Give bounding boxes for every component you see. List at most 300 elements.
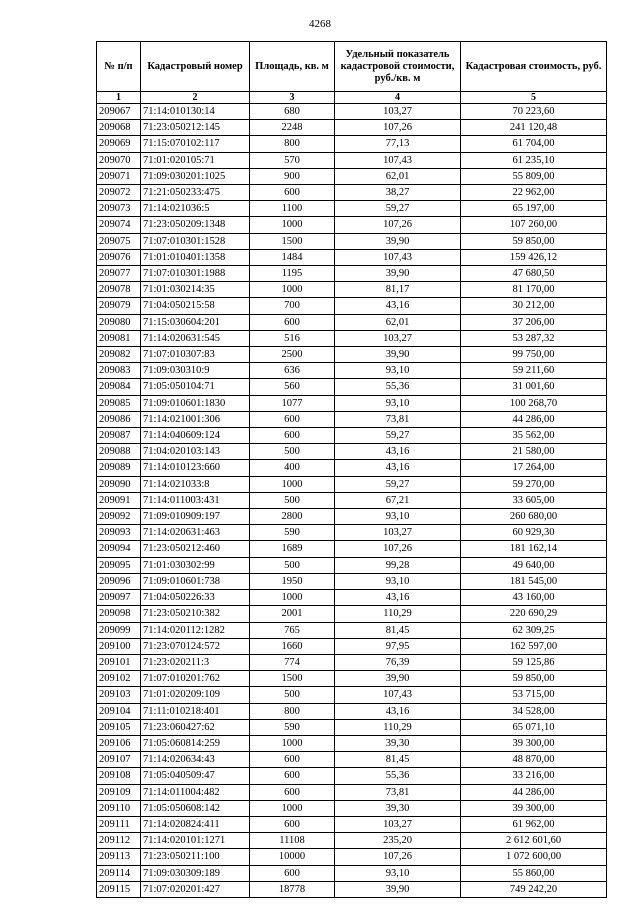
table-row <box>97 590 607 606</box>
specific-value-cell: 81,45 <box>335 622 461 638</box>
cadastral-number-cell: 71:14:040609:124 <box>141 428 250 444</box>
specific-value-cell: 97,95 <box>335 638 461 654</box>
cadastral-value-cell: 44 286,00 <box>461 784 607 800</box>
table-row <box>97 525 607 541</box>
area-cell: 774 <box>250 654 335 670</box>
specific-value-cell: 107,26 <box>335 849 461 865</box>
cadastral-value-cell: 260 680,00 <box>461 509 607 525</box>
cadastral-number-cell: 71:14:010123:660 <box>141 460 250 476</box>
table-row <box>97 444 607 460</box>
specific-value-cell: 235,20 <box>335 833 461 849</box>
area-cell: 636 <box>250 363 335 379</box>
table-row <box>97 379 607 395</box>
cadastral-value-cell: 181 162,14 <box>461 541 607 557</box>
cadastral-value-cell: 33 216,00 <box>461 768 607 784</box>
specific-value-cell: 55,36 <box>335 768 461 784</box>
cadastral-value-cell: 59 211,60 <box>461 363 607 379</box>
cadastral-number-cell: 71:07:010307:83 <box>141 347 250 363</box>
area-cell: 1660 <box>250 638 335 654</box>
specific-value-cell: 110,29 <box>335 606 461 622</box>
table-row <box>97 784 607 800</box>
area-cell: 500 <box>250 687 335 703</box>
row-number-cell: 209090 <box>97 476 141 492</box>
table-row <box>97 622 607 638</box>
specific-value-cell: 55,36 <box>335 379 461 395</box>
cadastral-number-cell: 71:14:011004:482 <box>141 784 250 800</box>
specific-value-cell: 43,16 <box>335 444 461 460</box>
row-number-cell: 209083 <box>97 363 141 379</box>
table-row <box>97 687 607 703</box>
table-row <box>97 314 607 330</box>
specific-value-cell: 107,43 <box>335 249 461 265</box>
specific-value-cell: 103,27 <box>335 104 461 120</box>
table-row <box>97 152 607 168</box>
row-number-cell: 209091 <box>97 492 141 508</box>
table-row <box>97 557 607 573</box>
specific-value-cell: 93,10 <box>335 865 461 881</box>
specific-value-cell: 39,90 <box>335 881 461 897</box>
row-number-cell: 209078 <box>97 282 141 298</box>
row-number-cell: 209099 <box>97 622 141 638</box>
cadastral-value-cell: 44 286,00 <box>461 411 607 427</box>
table-row <box>97 800 607 816</box>
specific-value-cell: 81,17 <box>335 282 461 298</box>
cadastral-number-cell: 71:23:020211:3 <box>141 654 250 670</box>
table-row <box>97 330 607 346</box>
specific-value-cell: 62,01 <box>335 314 461 330</box>
cadastral-value-cell: 65 071,10 <box>461 719 607 735</box>
table-row <box>97 768 607 784</box>
specific-value-cell: 59,27 <box>335 201 461 217</box>
area-cell: 1195 <box>250 266 335 282</box>
specific-value-cell: 107,26 <box>335 217 461 233</box>
cadastral-value-cell: 62 309,25 <box>461 622 607 638</box>
table-row <box>97 201 607 217</box>
table-row <box>97 865 607 881</box>
cadastral-value-cell: 1 072 600,00 <box>461 849 607 865</box>
cadastral-number-cell: 71:09:030310:9 <box>141 363 250 379</box>
cadastral-number-cell: 71:04:050215:58 <box>141 298 250 314</box>
cadastral-value-cell: 53 715,00 <box>461 687 607 703</box>
row-number-cell: 209109 <box>97 784 141 800</box>
area-cell: 18778 <box>250 881 335 897</box>
specific-value-cell: 39,90 <box>335 671 461 687</box>
cadastral-number-cell: 71:14:020112:1282 <box>141 622 250 638</box>
row-number-cell: 209077 <box>97 266 141 282</box>
specific-value-cell: 67,21 <box>335 492 461 508</box>
cadastral-number-cell: 71:04:050226:33 <box>141 590 250 606</box>
cadastral-value-cell: 59 850,00 <box>461 671 607 687</box>
cadastral-number-cell: 71:14:021036:5 <box>141 201 250 217</box>
table-row <box>97 104 607 120</box>
row-number-cell: 209080 <box>97 314 141 330</box>
area-cell: 1000 <box>250 735 335 751</box>
cadastral-value-cell: 39 300,00 <box>461 800 607 816</box>
specific-value-cell: 39,30 <box>335 735 461 751</box>
cadastral-value-cell: 61 962,00 <box>461 816 607 832</box>
cadastral-value-cell: 65 197,00 <box>461 201 607 217</box>
area-cell: 600 <box>250 752 335 768</box>
row-number-cell: 209081 <box>97 330 141 346</box>
cadastral-number-cell: 71:23:070124:572 <box>141 638 250 654</box>
header-area: Площадь, кв. м <box>250 42 335 92</box>
cadastral-number-cell: 71:09:030201:1025 <box>141 168 250 184</box>
cadastral-value-cell: 61 235,10 <box>461 152 607 168</box>
row-number-cell: 209096 <box>97 573 141 589</box>
cadastral-number-cell: 71:09:010601:738 <box>141 573 250 589</box>
cadastral-value-cell: 34 528,00 <box>461 703 607 719</box>
specific-value-cell: 93,10 <box>335 395 461 411</box>
cadastral-value-cell: 55 809,00 <box>461 168 607 184</box>
cadastral-number-cell: 71:14:021033:8 <box>141 476 250 492</box>
row-number-cell: 209073 <box>97 201 141 217</box>
area-cell: 600 <box>250 816 335 832</box>
table-row <box>97 881 607 897</box>
area-cell: 1000 <box>250 590 335 606</box>
cadastral-number-cell: 71:07:010301:1528 <box>141 233 250 249</box>
table-row <box>97 411 607 427</box>
table-row <box>97 168 607 184</box>
cadastral-value-cell: 33 605,00 <box>461 492 607 508</box>
row-number-cell: 209071 <box>97 168 141 184</box>
cadastral-number-cell: 71:23:050209:1348 <box>141 217 250 233</box>
cadastral-number-cell: 71:14:020824:411 <box>141 816 250 832</box>
row-number-cell: 209115 <box>97 881 141 897</box>
cadastral-value-cell: 2 612 601,60 <box>461 833 607 849</box>
area-cell: 680 <box>250 104 335 120</box>
column-number: 5 <box>461 92 607 104</box>
specific-value-cell: 38,27 <box>335 185 461 201</box>
cadastral-value-cell: 49 640,00 <box>461 557 607 573</box>
row-number-cell: 209069 <box>97 136 141 152</box>
row-number-cell: 209092 <box>97 509 141 525</box>
cadastral-number-cell: 71:09:010601:1830 <box>141 395 250 411</box>
table-row <box>97 719 607 735</box>
specific-value-cell: 76,39 <box>335 654 461 670</box>
cadastral-number-cell: 71:07:010301:1988 <box>141 266 250 282</box>
area-cell: 800 <box>250 703 335 719</box>
cadastral-value-cell: 35 562,00 <box>461 428 607 444</box>
table-row <box>97 849 607 865</box>
row-number-cell: 209072 <box>97 185 141 201</box>
area-cell: 900 <box>250 168 335 184</box>
cadastral-value-cell: 39 300,00 <box>461 735 607 751</box>
row-number-cell: 209101 <box>97 654 141 670</box>
area-cell: 500 <box>250 557 335 573</box>
specific-value-cell: 110,29 <box>335 719 461 735</box>
table-row <box>97 541 607 557</box>
area-cell: 2800 <box>250 509 335 525</box>
cadastral-value-cell: 21 580,00 <box>461 444 607 460</box>
row-number-cell: 209097 <box>97 590 141 606</box>
area-cell: 800 <box>250 136 335 152</box>
row-number-cell: 209113 <box>97 849 141 865</box>
cadastral-number-cell: 71:05:050104:71 <box>141 379 250 395</box>
row-number-cell: 209067 <box>97 104 141 120</box>
area-cell: 500 <box>250 444 335 460</box>
specific-value-cell: 73,81 <box>335 784 461 800</box>
table-row <box>97 266 607 282</box>
row-number-cell: 209079 <box>97 298 141 314</box>
area-cell: 600 <box>250 865 335 881</box>
specific-value-cell: 93,10 <box>335 509 461 525</box>
area-cell: 2248 <box>250 120 335 136</box>
cadastral-value-cell: 55 860,00 <box>461 865 607 881</box>
table-row <box>97 249 607 265</box>
area-cell: 600 <box>250 314 335 330</box>
cadastral-number-cell: 71:23:050211:100 <box>141 849 250 865</box>
table-body <box>97 104 607 898</box>
cadastral-value-cell: 99 750,00 <box>461 347 607 363</box>
row-number-cell: 209102 <box>97 671 141 687</box>
table-row <box>97 654 607 670</box>
cadastral-value-cell: 220 690,29 <box>461 606 607 622</box>
row-number-cell: 209075 <box>97 233 141 249</box>
cadastral-number-cell: 71:01:020209:109 <box>141 687 250 703</box>
cadastral-number-cell: 71:14:020634:43 <box>141 752 250 768</box>
area-cell: 570 <box>250 152 335 168</box>
table-row <box>97 363 607 379</box>
table-row <box>97 703 607 719</box>
cadastral-value-cell: 37 206,00 <box>461 314 607 330</box>
area-cell: 1500 <box>250 233 335 249</box>
row-number-cell: 209104 <box>97 703 141 719</box>
cadastral-value-cell: 60 929,30 <box>461 525 607 541</box>
row-number-cell: 209100 <box>97 638 141 654</box>
specific-value-cell: 77,13 <box>335 136 461 152</box>
table-row <box>97 752 607 768</box>
table-row <box>97 833 607 849</box>
area-cell: 1950 <box>250 573 335 589</box>
cadastral-value-cell: 59 270,00 <box>461 476 607 492</box>
row-number-cell: 209085 <box>97 395 141 411</box>
cadastral-table <box>96 41 607 898</box>
specific-value-cell: 73,81 <box>335 411 461 427</box>
row-number-cell: 209111 <box>97 816 141 832</box>
specific-value-cell: 81,45 <box>335 752 461 768</box>
column-number: 3 <box>250 92 335 104</box>
row-number-cell: 209108 <box>97 768 141 784</box>
area-cell: 2500 <box>250 347 335 363</box>
area-cell: 1077 <box>250 395 335 411</box>
cadastral-number-cell: 71:23:060427:62 <box>141 719 250 735</box>
cadastral-value-cell: 22 962,00 <box>461 185 607 201</box>
cadastral-number-cell: 71:14:021001:306 <box>141 411 250 427</box>
cadastral-number-cell: 71:21:050233:475 <box>141 185 250 201</box>
area-cell: 10000 <box>250 849 335 865</box>
table-row <box>97 233 607 249</box>
table-row <box>97 282 607 298</box>
cadastral-number-cell: 71:09:010909:197 <box>141 509 250 525</box>
cadastral-value-cell: 61 704,00 <box>461 136 607 152</box>
column-number: 2 <box>141 92 250 104</box>
specific-value-cell: 59,27 <box>335 428 461 444</box>
cadastral-number-cell: 71:04:020103:143 <box>141 444 250 460</box>
area-cell: 590 <box>250 719 335 735</box>
cadastral-number-cell: 71:14:010130:14 <box>141 104 250 120</box>
header-cadastral-number: Кадастровый номер <box>141 42 250 92</box>
table-row <box>97 638 607 654</box>
cadastral-number-cell: 71:15:030604:201 <box>141 314 250 330</box>
table-row <box>97 492 607 508</box>
specific-value-cell: 103,27 <box>335 816 461 832</box>
cadastral-number-cell: 71:05:040509:47 <box>141 768 250 784</box>
cadastral-number-cell: 71:07:010201:762 <box>141 671 250 687</box>
column-number: 4 <box>335 92 461 104</box>
cadastral-value-cell: 749 242,20 <box>461 881 607 897</box>
table-header-row <box>97 42 607 92</box>
cadastral-value-cell: 30 212,00 <box>461 298 607 314</box>
cadastral-number-cell: 71:14:020631:545 <box>141 330 250 346</box>
area-cell: 600 <box>250 428 335 444</box>
table-row <box>97 671 607 687</box>
row-number-cell: 209105 <box>97 719 141 735</box>
cadastral-number-cell: 71:14:020631:463 <box>141 525 250 541</box>
area-cell: 1000 <box>250 217 335 233</box>
area-cell: 600 <box>250 185 335 201</box>
cadastral-number-cell: 71:01:030302:99 <box>141 557 250 573</box>
area-cell: 500 <box>250 492 335 508</box>
cadastral-value-cell: 59 125,86 <box>461 654 607 670</box>
column-number-row <box>97 92 607 104</box>
specific-value-cell: 93,10 <box>335 573 461 589</box>
row-number-cell: 209076 <box>97 249 141 265</box>
cadastral-number-cell: 71:11:010218:401 <box>141 703 250 719</box>
row-number-cell: 209068 <box>97 120 141 136</box>
table-row <box>97 298 607 314</box>
cadastral-number-cell: 71:01:020105:71 <box>141 152 250 168</box>
cadastral-number-cell: 71:05:060814:259 <box>141 735 250 751</box>
specific-value-cell: 107,26 <box>335 120 461 136</box>
specific-value-cell: 103,27 <box>335 330 461 346</box>
table-row <box>97 395 607 411</box>
specific-value-cell: 43,16 <box>335 460 461 476</box>
row-number-cell: 209094 <box>97 541 141 557</box>
table-row <box>97 816 607 832</box>
page-number: 4268 <box>309 18 331 30</box>
cadastral-number-cell: 71:15:070102:117 <box>141 136 250 152</box>
area-cell: 1000 <box>250 476 335 492</box>
row-number-cell: 209074 <box>97 217 141 233</box>
table-row <box>97 428 607 444</box>
row-number-cell: 209088 <box>97 444 141 460</box>
row-number-cell: 209114 <box>97 865 141 881</box>
cadastral-number-cell: 71:01:030214:35 <box>141 282 250 298</box>
row-number-cell: 209084 <box>97 379 141 395</box>
row-number-cell: 209070 <box>97 152 141 168</box>
row-number-cell: 209107 <box>97 752 141 768</box>
cadastral-value-cell: 17 264,00 <box>461 460 607 476</box>
table-row <box>97 476 607 492</box>
cadastral-value-cell: 47 680,50 <box>461 266 607 282</box>
specific-value-cell: 99,28 <box>335 557 461 573</box>
specific-value-cell: 39,30 <box>335 800 461 816</box>
row-number-cell: 209093 <box>97 525 141 541</box>
area-cell: 1500 <box>250 671 335 687</box>
specific-value-cell: 93,10 <box>335 363 461 379</box>
row-number-cell: 209112 <box>97 833 141 849</box>
table-row <box>97 185 607 201</box>
cadastral-value-cell: 48 870,00 <box>461 752 607 768</box>
table-row <box>97 217 607 233</box>
specific-value-cell: 39,90 <box>335 233 461 249</box>
cadastral-value-cell: 43 160,00 <box>461 590 607 606</box>
cadastral-value-cell: 100 268,70 <box>461 395 607 411</box>
area-cell: 1689 <box>250 541 335 557</box>
area-cell: 700 <box>250 298 335 314</box>
specific-value-cell: 62,01 <box>335 168 461 184</box>
specific-value-cell: 43,16 <box>335 590 461 606</box>
cadastral-number-cell: 71:09:030309:189 <box>141 865 250 881</box>
area-cell: 1100 <box>250 201 335 217</box>
cadastral-value-cell: 81 170,00 <box>461 282 607 298</box>
area-cell: 516 <box>250 330 335 346</box>
area-cell: 765 <box>250 622 335 638</box>
cadastral-number-cell: 71:23:050210:382 <box>141 606 250 622</box>
cadastral-value-cell: 162 597,00 <box>461 638 607 654</box>
cadastral-number-cell: 71:14:020101:1271 <box>141 833 250 849</box>
cadastral-value-cell: 107 260,00 <box>461 217 607 233</box>
area-cell: 600 <box>250 784 335 800</box>
cadastral-number-cell: 71:23:050212:460 <box>141 541 250 557</box>
column-number: 1 <box>97 92 141 104</box>
cadastral-number-cell: 71:01:010401:1358 <box>141 249 250 265</box>
table-row <box>97 735 607 751</box>
row-number-cell: 209103 <box>97 687 141 703</box>
area-cell: 1000 <box>250 800 335 816</box>
cadastral-value-cell: 241 120,48 <box>461 120 607 136</box>
table-row <box>97 606 607 622</box>
cadastral-number-cell: 71:07:020201:427 <box>141 881 250 897</box>
area-cell: 600 <box>250 411 335 427</box>
row-number-cell: 209106 <box>97 735 141 751</box>
header-specific-value: Удельный показатель кадастровой стоимости, руб./кв. м <box>335 42 461 92</box>
table-row <box>97 509 607 525</box>
specific-value-cell: 107,43 <box>335 152 461 168</box>
row-number-cell: 209098 <box>97 606 141 622</box>
area-cell: 1000 <box>250 282 335 298</box>
row-number-cell: 209087 <box>97 428 141 444</box>
specific-value-cell: 39,90 <box>335 266 461 282</box>
table-row <box>97 136 607 152</box>
row-number-cell: 209082 <box>97 347 141 363</box>
area-cell: 590 <box>250 525 335 541</box>
table-row <box>97 120 607 136</box>
specific-value-cell: 43,16 <box>335 298 461 314</box>
cadastral-number-cell: 71:14:011003:431 <box>141 492 250 508</box>
cadastral-value-cell: 31 001,60 <box>461 379 607 395</box>
cadastral-value-cell: 70 223,60 <box>461 104 607 120</box>
specific-value-cell: 103,27 <box>335 525 461 541</box>
specific-value-cell: 43,16 <box>335 703 461 719</box>
area-cell: 1484 <box>250 249 335 265</box>
row-number-cell: 209110 <box>97 800 141 816</box>
table-row <box>97 347 607 363</box>
row-number-cell: 209095 <box>97 557 141 573</box>
specific-value-cell: 107,26 <box>335 541 461 557</box>
area-cell: 600 <box>250 768 335 784</box>
header-number: № п/п <box>97 42 141 92</box>
area-cell: 400 <box>250 460 335 476</box>
header-cadastral-value: Кадастровая стоимость, руб. <box>461 42 607 92</box>
row-number-cell: 209086 <box>97 411 141 427</box>
cadastral-value-cell: 59 850,00 <box>461 233 607 249</box>
table-row <box>97 460 607 476</box>
cadastral-number-cell: 71:05:050608:142 <box>141 800 250 816</box>
specific-value-cell: 59,27 <box>335 476 461 492</box>
area-cell: 11108 <box>250 833 335 849</box>
cadastral-value-cell: 53 287,32 <box>461 330 607 346</box>
